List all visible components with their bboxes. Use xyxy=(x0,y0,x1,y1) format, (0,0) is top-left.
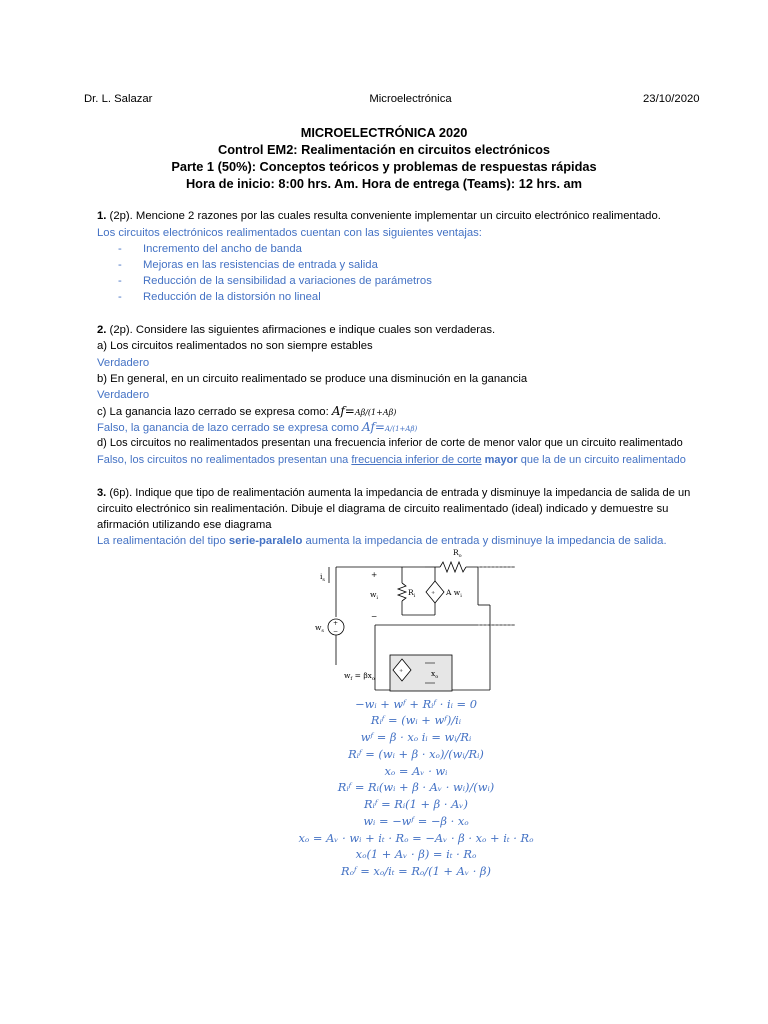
equation: Rᵢᶠ = (wᵢ + β · xₒ)/(wᵢ/Rᵢ) xyxy=(348,747,484,761)
label-xo: $x_o$ xyxy=(431,669,439,680)
equation: xₒ(1 + Aᵥ · β) = iₜ · Rₒ xyxy=(355,847,477,861)
svg-text:−: − xyxy=(333,628,339,635)
q2-statement-c: c) La ganancia lazo cerrado se expresa como: Af=Aβ/(1+Aβ) xyxy=(97,404,397,418)
q2-statement-d: d) Los circuitos no realimentados presentan una frecuencia inferior de corte de menor valor que un circuito realimentado xyxy=(97,437,683,449)
q3-text-line3: afirmación utilizando ese diagrama xyxy=(97,519,272,531)
q3-text-line2: circuito electrónico sin realimentación. Dibuje el diagrama de circuito realimentado (ideal) indicado y demuestre su xyxy=(97,503,669,515)
q1-text: 1. (2p). Mencione 2 razones por las cuales resulta conveniente implementar un circuito electrónico realimentado. xyxy=(97,210,661,222)
equation: xₒ = Aᵥ · wᵢ xyxy=(384,764,448,778)
doc-title: MICROELECTRÓNICA 2020 xyxy=(300,125,468,140)
equation: xₒ = Aᵥ · wᵢ + iₜ · Rₒ = −Aᵥ · β · xₒ + iₜ · Rₒ xyxy=(298,831,534,845)
q3-answer: La realimentación del tipo serie-paralelo aumenta la impedancia de entrada y disminuye la impedancia de salida. xyxy=(97,535,667,547)
svg-text:+: + xyxy=(399,668,404,674)
q1-answer-intro: Los circuitos electrónicos realimentados cuentan con las siguientes ventajas: xyxy=(97,227,482,239)
q3-number: 3. xyxy=(97,487,107,499)
doc-part: Parte 1 (50%): Conceptos teóricos y problemas de respuestas rápidas xyxy=(171,159,597,174)
feedback-circuit-diagram xyxy=(310,545,525,700)
equation: wᵢ = −wᶠ = −β · xₒ xyxy=(363,814,469,828)
doc-schedule: Hora de inicio: 8:00 hrs. Am. Hora de entrega (Teams): 12 hrs. am xyxy=(185,176,583,191)
svg-text:+: + xyxy=(333,620,339,627)
label-minus: − xyxy=(371,612,378,621)
q2-answer-b: Verdadero xyxy=(97,389,150,401)
label-Ro: $R_o$ xyxy=(453,548,462,559)
q3-text-line1: 3. (6p). Indique que tipo de realimentación aumenta la impedancia de entrada y disminuye la impedancia de salida de un xyxy=(97,487,691,499)
label-ws: $w_s$ xyxy=(315,623,324,634)
header-author: Dr. L. Salazar xyxy=(84,93,153,105)
header-date: 23/10/2020 xyxy=(643,93,700,105)
equation: −wᵢ + wᶠ + Rᵢᶠ · iᵢ = 0 xyxy=(355,697,477,711)
label-is: $i_s$ xyxy=(320,572,325,583)
label-Awi: A $w_i$ xyxy=(446,588,462,599)
label-Ri: $R_i$ xyxy=(408,588,416,599)
q2-answer-d: Falso, los circuitos no realimentados presentan una frecuencia inferior de corte mayor que la de un circuito realimentado xyxy=(97,454,686,466)
svg-text:+: + xyxy=(431,590,436,596)
header-course: Microelectrónica xyxy=(369,93,452,105)
label-wi: $w_i$ xyxy=(370,590,379,601)
q2-statement-b: b) En general, en un circuito realimentado se produce una disminución en la ganancia xyxy=(97,373,528,385)
equation: Rₒᶠ = xₒ/iₜ = Rₒ/(1 + Aᵥ · β) xyxy=(341,864,491,878)
doc-subtitle: Control EM2: Realimentación en circuitos electrónicos xyxy=(217,142,551,157)
label-wf: $w_f = \beta x_o$ xyxy=(344,671,375,682)
equation: wᶠ = β · xₒ iᵢ = wᵢ/Rᵢ xyxy=(360,730,472,744)
q2-answer-c: Falso, la ganancia de lazo cerrado se expresa como Af=A/(1+Aβ) xyxy=(97,420,418,434)
equation: Rᵢᶠ = (wᵢ + wᶠ)/iᵢ xyxy=(370,713,462,727)
equation: Rᵢᶠ = Rᵢ(wᵢ + β · Aᵥ · wᵢ)/(wᵢ) xyxy=(337,780,495,794)
label-plus: + xyxy=(371,570,378,579)
underlined-term: frecuencia inferior de corte xyxy=(351,454,482,466)
q2-number: 2. xyxy=(97,324,107,336)
q2-text: 2. (2p). Considere las siguientes afirmaciones e indique cuales son verdaderas. xyxy=(97,324,496,336)
q2-statement-a: a) Los circuitos realimentados no son siempre estables xyxy=(97,340,373,352)
equation: Rᵢᶠ = Rᵢ(1 + β · Aᵥ) xyxy=(363,797,468,811)
q2-answer-a: Verdadero xyxy=(97,357,150,369)
q1-number: 1. xyxy=(97,210,107,222)
